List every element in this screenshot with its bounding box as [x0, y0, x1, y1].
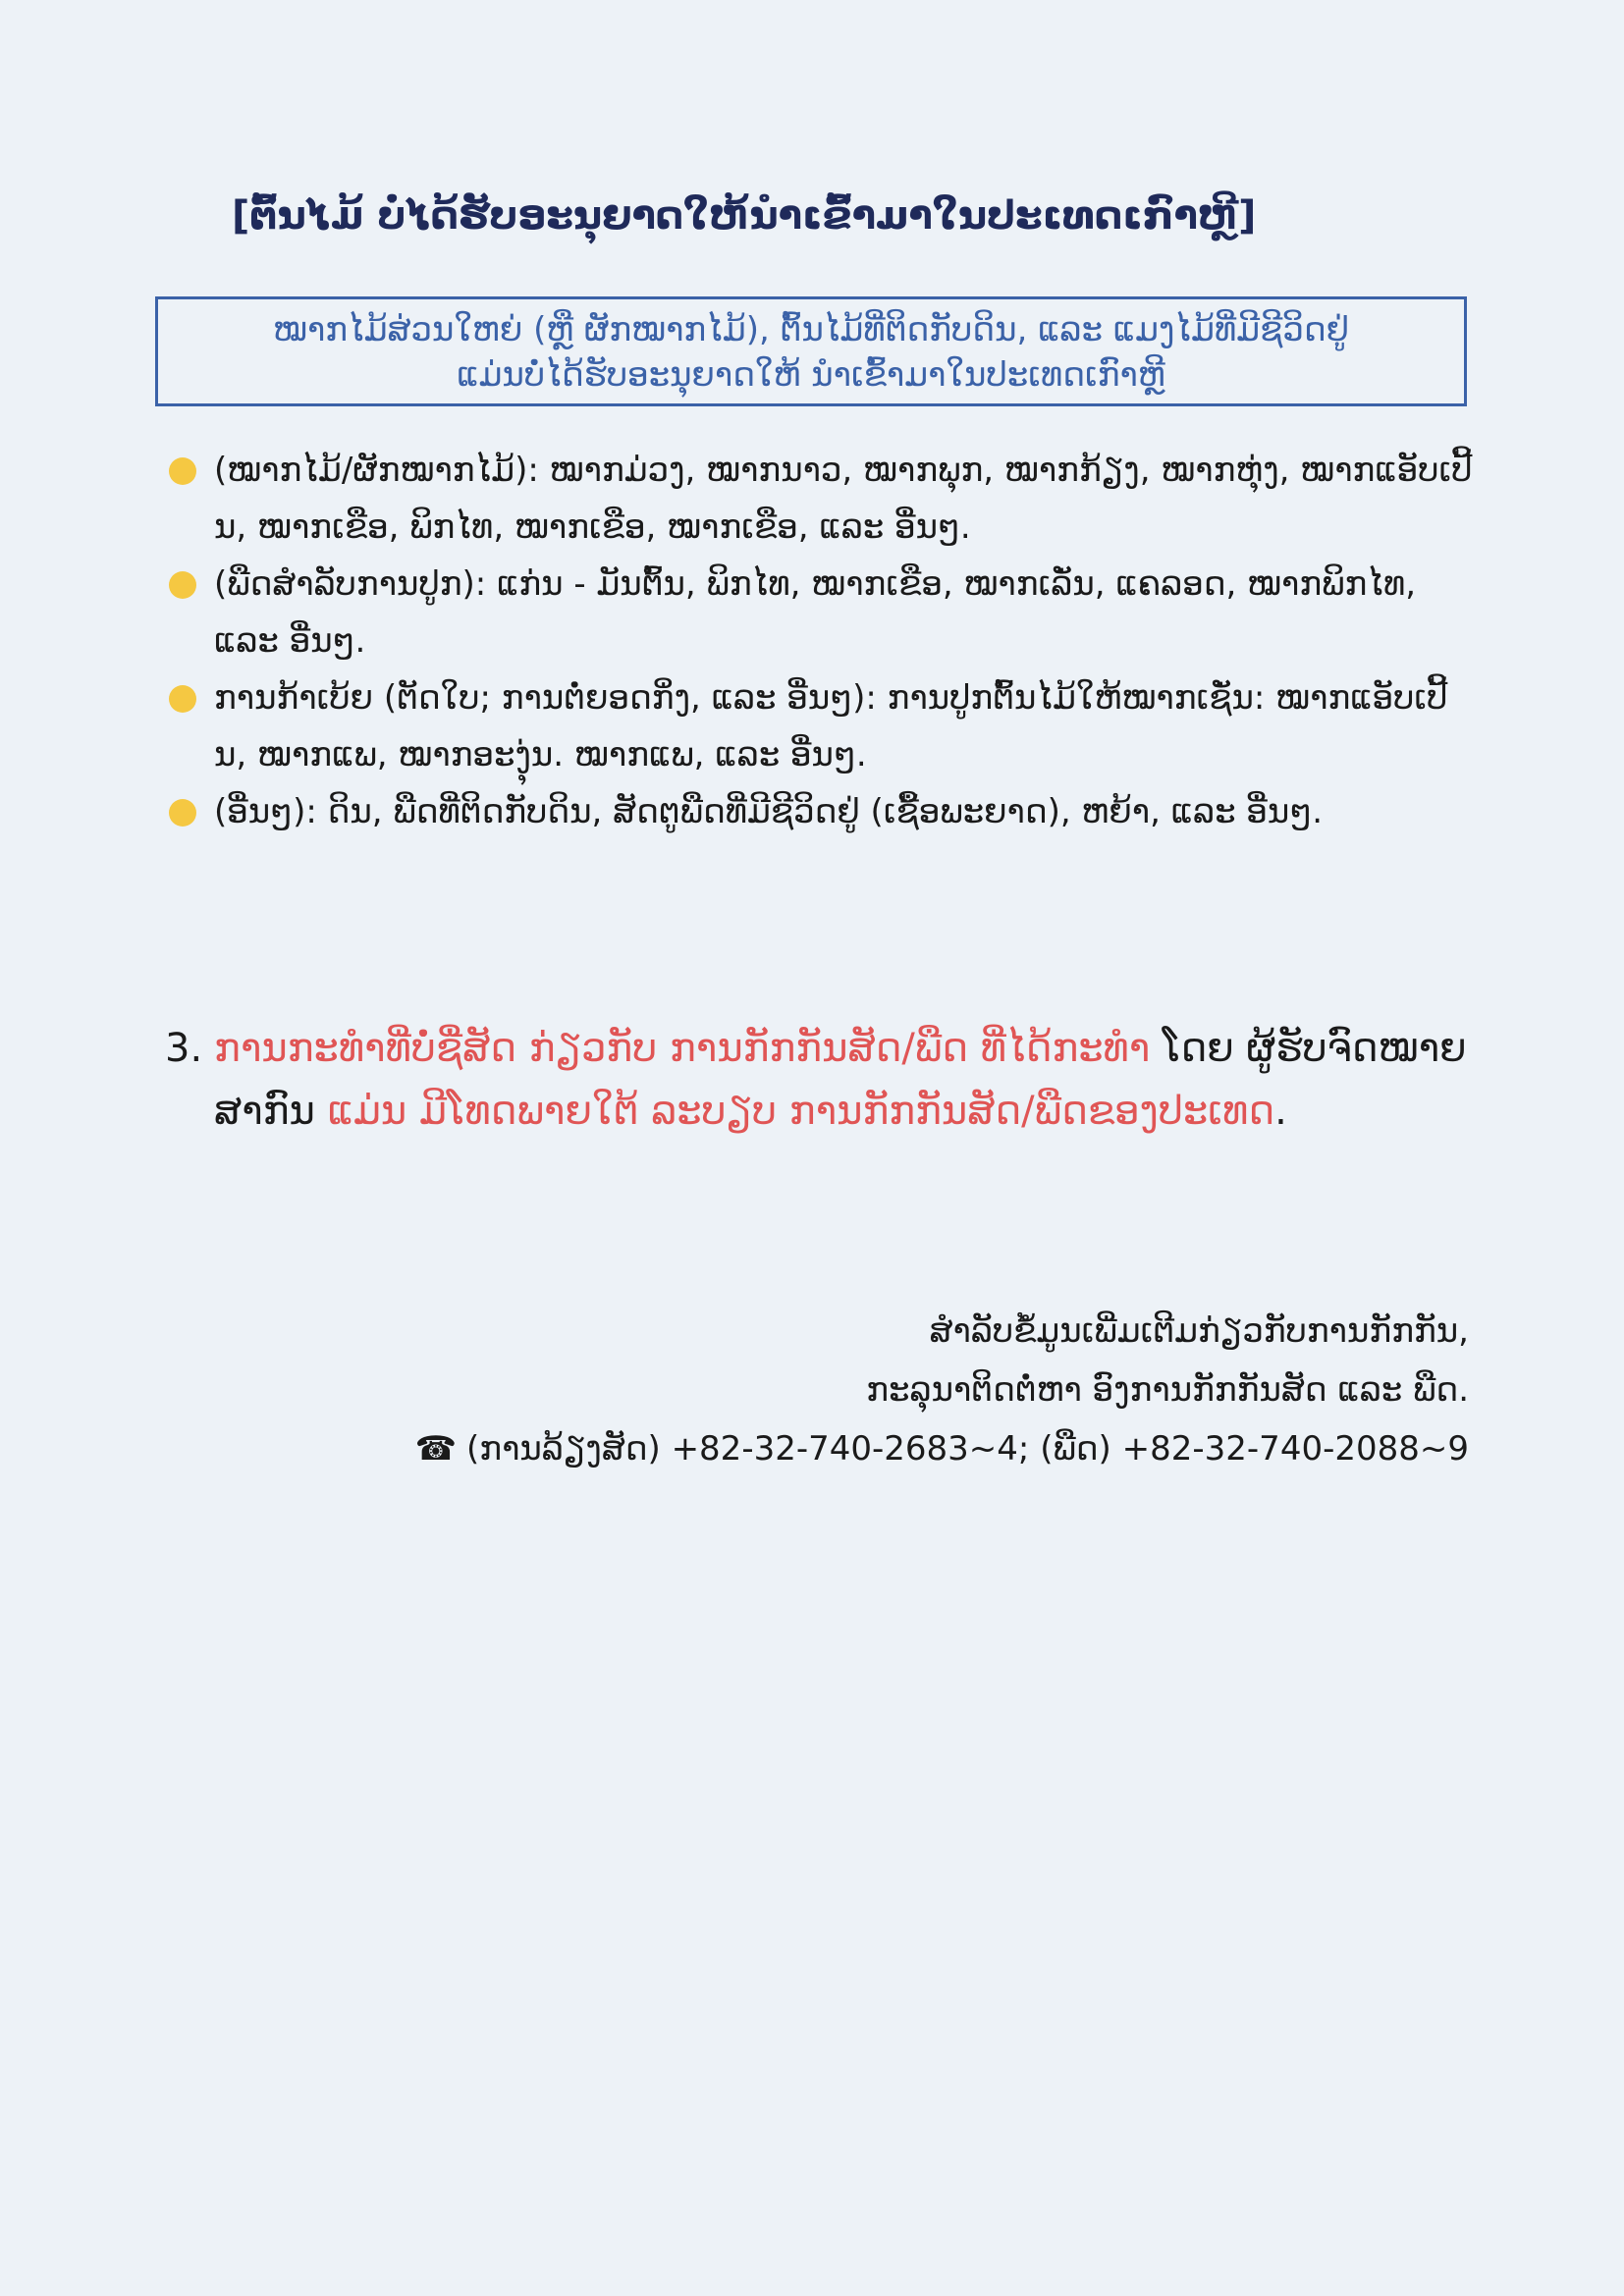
yellow-dot-icon — [169, 571, 196, 599]
list-item — [167, 556, 1473, 669]
contact-phone: (ການລ້ຽງສັດ) +82-32-740-2683~4; (ພືດ) +82-32-740-2088~9 — [466, 1429, 1469, 1468]
section-3-text — [165, 1017, 1481, 1143]
notice-line-1: ໝາກໄມ້ສ່ວນໃຫຍ່ (ຫຼື ຜັກໝາກໄມ້), ຕົ້ນໄມ້ທີ່ຕິດກັບດິນ, ແລະ ແມງໄມ້ທີ່ມີຊີວິດຢູ່ — [273, 310, 1349, 349]
notice-box — [155, 296, 1467, 406]
section-3 — [165, 1017, 1481, 1143]
list-item — [167, 783, 1473, 840]
section-3-highlight-1: ການກະທຳທີ່ບໍ່ຊື່ສັດ ກ່ຽວກັບ ການກັກກັນສັດ/ພືດ ທີ່ໄດ້ກະທຳ — [214, 1026, 1151, 1071]
list-item-text: (ພືດສຳລັບການປູກ): ແກ່ນ - ມັນຕົ້ນ, ພິກໄທ, ໝາກເຂືອ, ໝາກເລັ່ນ, ແຄລອດ, ໝາກພິກໄທ, ແລະ ອື່ນໆ. — [214, 564, 1417, 661]
list-item — [167, 442, 1473, 556]
list-item-text: ການກ້າເບ້ຍ (ຕັດໃບ; ການຕໍ່ຍອດກິ່ງ, ແລະ ອື່ນໆ): ການປູກຕົ້ນໄມ້ໃຫ້ໝາກເຊັ່ນ: ໝາກແອັບເປີ້ນ, ໝາກແພ, ໝາກອະງຸ່ນ. ໝາກແພ, ແລະ ອື່ນໆ. — [214, 678, 1448, 774]
section-3-plain: ໂດຍ ຜູ້ຮັບຈົດໝາຍສາກົນ — [214, 1026, 1467, 1134]
page-title: [ຕົ້ນໄມ້ ບໍ່ໄດ້ຮັບອະນຸຍາດໃຫ້ນຳເຂົ້າມາໃນປະເທດເກົາຫຼີ] — [232, 193, 1257, 239]
contact-info — [415, 1302, 1469, 1478]
notice-line-2: ແມ່ນບໍ່ໄດ້ຮັບອະນຸຍາດໃຫ້ ນຳເຂົ້າມາໃນປະເທດເກົາຫຼີ — [457, 355, 1165, 395]
section-3-end: . — [1274, 1089, 1287, 1134]
contact-phone-line — [415, 1419, 1469, 1478]
section-3-highlight-2: ແມ່ນ ມີໂທດພາຍໃຕ້ ລະບຽບ ການກັກກັນສັດ/ພືດຂອງປະເທດ — [327, 1089, 1275, 1134]
list-item — [167, 669, 1473, 783]
section-number: 3. — [165, 1026, 203, 1071]
list-item-text: (ໝາກໄມ້/ຜັກໝາກໄມ້): ໝາກມ່ວງ, ໝາກນາວ, ໝາກພຸກ, ໝາກກ້ຽງ, ໝາກຫຸ່ງ, ໝາກແອັບເປີ້ນ, ໝາກເຂືອ, ພິກໄທ, ໝາກເຂືອ, ໝາກເຂືອ, ແລະ ອື່ນໆ. — [214, 451, 1473, 547]
prohibited-items-list — [167, 442, 1473, 840]
phone-icon: ☎ — [414, 1429, 458, 1468]
yellow-dot-icon — [169, 799, 196, 827]
contact-line-2: ກະລຸນາຕິດຕໍ່ຫາ ອົງການກັກກັນສັດ ແລະ ພືດ. — [866, 1370, 1469, 1410]
yellow-dot-icon — [169, 685, 196, 713]
contact-line-1: ສຳລັບຂໍ້ມູນເພີ່ມເຕີມກ່ຽວກັບການກັກກັນ, — [929, 1311, 1469, 1351]
list-item-text: (ອື່ນໆ): ດິນ, ພືດທີ່ຕິດກັບດິນ, ສັດຕູພືດທີ່ມີຊີວິດຢູ່ (ເຊື້ອພະຍາດ), ຫຍ້າ, ແລະ ອື່ນໆ. — [214, 792, 1324, 831]
yellow-dot-icon — [169, 457, 196, 485]
